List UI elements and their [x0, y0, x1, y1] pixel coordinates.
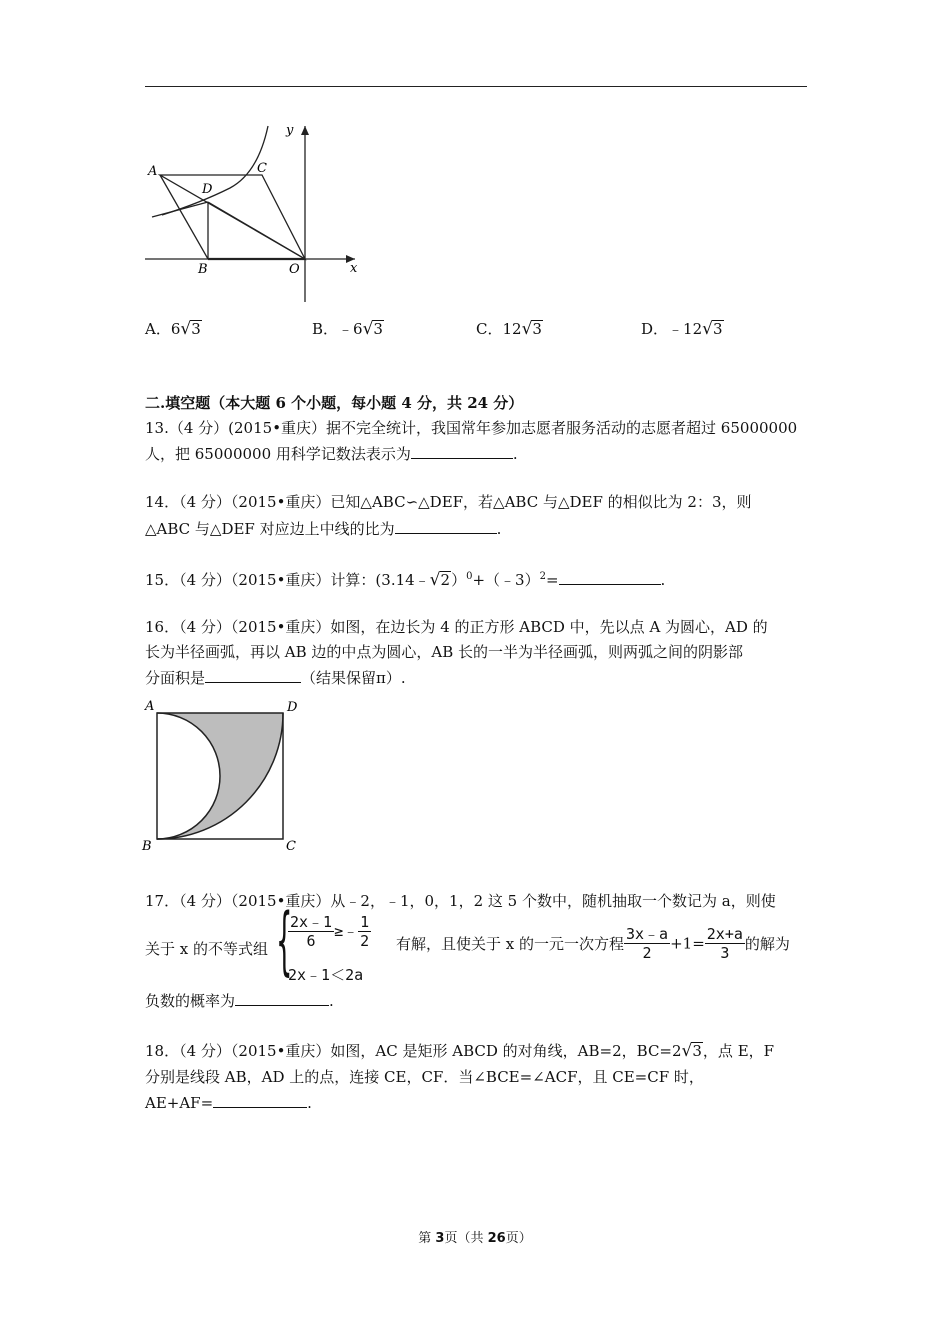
ineq1-relation: ≥﹣: [334, 922, 359, 940]
option-d-label: D．: [641, 320, 669, 338]
q14-line1: 14．（4 分）（2015•重庆）已知△ABC∽△DEF，若△ABC 与△DEF 的相似比为 2：3，则: [145, 493, 752, 511]
q15-end: .: [660, 571, 666, 589]
q18-post: ，点 E，F: [702, 1042, 775, 1060]
option-b-label: B．: [312, 320, 339, 338]
option-d-radicand: 3: [712, 320, 723, 338]
option-c-label: C．: [476, 320, 503, 338]
option-b: B．﹣6√3: [312, 319, 383, 339]
ineq1-rhs-fraction: [358, 913, 371, 950]
q15-exponent-2: 2: [539, 571, 546, 582]
q17-pre: 关于 x 的不等式组: [145, 940, 268, 958]
q17-post: 的解为: [744, 935, 790, 953]
label-b: B: [198, 262, 208, 277]
option-b-radicand: 3: [373, 320, 383, 338]
q15-post: =: [545, 571, 559, 589]
ineq1-numerator: 2x﹣1: [290, 913, 333, 931]
label-a: A: [145, 699, 155, 714]
q13-text: 人，把 65000000 用科学记数法表示为: [145, 445, 411, 463]
option-a-coef: 6: [170, 320, 181, 338]
footer-page-number: 3: [435, 1231, 445, 1246]
label-a: A: [148, 164, 158, 179]
figure-square-arcs: [140, 695, 310, 855]
label-x: x: [350, 261, 358, 276]
footer-post: 页）: [505, 1231, 532, 1246]
label-o: O: [289, 262, 300, 277]
eq-right-numerator: 2x+a: [706, 925, 743, 943]
eq-left-numerator: 3x﹣a: [626, 925, 669, 943]
q16-line2: 长为半径画弧，再以 AB 边的中点为圆心，AB 长的一半为半径画弧，则两弧之间的阴影部: [145, 643, 744, 661]
q15-answer-blank[interactable]: [559, 568, 661, 585]
hyperbola-curve: [162, 126, 268, 215]
segment-ed: [152, 202, 208, 217]
label-d: D: [287, 700, 298, 715]
q13-end: .: [512, 445, 518, 463]
label-y: y: [286, 123, 294, 138]
footer-total-pages: 26: [487, 1231, 506, 1246]
q17-mid: 有解，且使关于 x 的一元一次方程: [396, 935, 624, 953]
q14-line2: [145, 517, 501, 540]
option-b-coef: ﹣6: [338, 320, 363, 338]
q18-text: AE+AF=: [145, 1094, 214, 1112]
q17-answer-blank[interactable]: [235, 989, 329, 1006]
q13-line2: [145, 442, 518, 465]
option-a: A．6√3: [145, 319, 201, 339]
q16-line1: 16．（4 分）（2015•重庆）如图，在边长为 4 的正方形 ABCD 中，先以点 A 为圆心，AD 的: [145, 618, 768, 636]
q16-text: 分面积是: [145, 669, 206, 687]
label-c: C: [286, 839, 296, 854]
option-d: D．﹣12√3: [641, 319, 723, 339]
q16-text-end: （结果保留π）.: [301, 669, 406, 687]
eq-left-fraction: [624, 925, 670, 962]
q18-end: .: [307, 1094, 312, 1112]
section-heading: 二.填空题（本大题 6 个小题，每小题 4 分，共 24 分）: [145, 394, 524, 412]
figure-coordinate-diagram: [140, 118, 370, 308]
label-b: B: [142, 839, 152, 854]
eq-left-denominator: 2: [642, 944, 652, 962]
footer-pre: 第: [418, 1231, 436, 1246]
system-brace: {: [276, 898, 293, 984]
option-a-label: A．: [145, 320, 171, 338]
q18-pre: 18．（4 分）（2015•重庆）如图，AC 是矩形 ABCD 的对角线，AB=2，BC=2: [145, 1042, 682, 1060]
ineq1-fraction: [288, 913, 334, 950]
q16-line3: [145, 666, 406, 689]
q15-radicand: 2: [440, 571, 451, 589]
eq-right-denominator: 3: [720, 944, 730, 962]
q18-line3: [145, 1091, 312, 1114]
ineq1-denominator: 6: [306, 932, 316, 950]
q17-end: .: [329, 992, 334, 1010]
header-rule: [145, 86, 807, 87]
eq-plus: +1=: [670, 934, 705, 953]
q17-text: 负数的概率为: [145, 992, 236, 1010]
segment-ab: [160, 175, 208, 259]
option-c: C．12√3: [476, 319, 542, 339]
q14-text: △ABC 与△DEF 对应边上中线的比为: [145, 520, 395, 538]
option-c-radicand: 3: [532, 320, 542, 338]
q13-line1: 13.（4 分）(2015•重庆）据不完全统计，我国常年参加志愿者服务活动的志愿者超过 65000000: [145, 419, 798, 437]
q13-answer-blank[interactable]: [411, 442, 513, 459]
option-d-coef: ﹣12: [668, 320, 703, 338]
q14-answer-blank[interactable]: [395, 517, 497, 534]
q18-line2: 分别是线段 AB，AD 上的点，连接 CE，CF．当∠BCE=∠ACF，且 CE=CF 时，: [145, 1068, 704, 1086]
q15-mid: ）: [451, 571, 467, 589]
page-footer: [0, 1227, 950, 1246]
q15-pre: 15．（4 分）（2015•重庆）计算：(3.14﹣: [145, 571, 430, 589]
eq-right-fraction: [705, 925, 745, 962]
q17-equation-line: [396, 925, 790, 962]
footer-mid: 页（共: [444, 1231, 488, 1246]
q18-answer-blank[interactable]: [213, 1091, 307, 1108]
ineq1-rhs-numerator: 1: [360, 913, 370, 931]
q15-exponent-0: 0: [466, 571, 473, 582]
q18-radicand: 3: [692, 1042, 702, 1060]
option-c-coef: 12: [502, 320, 522, 338]
q18-line1: 18．（4 分）（2015•重庆）如图，AC 是矩形 ABCD 的对角线，AB=2，BC=2√3，点 E，F: [145, 1041, 775, 1061]
label-c: C: [257, 161, 267, 176]
label-d: D: [202, 182, 213, 197]
y-axis-arrow: [301, 126, 309, 135]
q16-answer-blank[interactable]: [205, 666, 301, 683]
option-a-radicand: 3: [191, 320, 201, 338]
ineq1-rhs-denominator: 2: [360, 932, 370, 950]
inequality-1: [288, 913, 371, 950]
q15-mid2: +（﹣3）: [472, 571, 540, 589]
q17-line3: [145, 989, 334, 1012]
q14-end: .: [496, 520, 502, 538]
inequality-2: 2x﹣1＜2a: [288, 966, 364, 984]
q15-line: 15．（4 分）（2015•重庆）计算：(3.14﹣√2）$^0$+（﹣3）$^2$= .: [145, 570, 666, 590]
q17-line1: 17．（4 分）（2015•重庆）从﹣2，﹣1，0，1，2 这 5 个数中，随机抽取一个数记为 a，则使: [145, 892, 776, 910]
